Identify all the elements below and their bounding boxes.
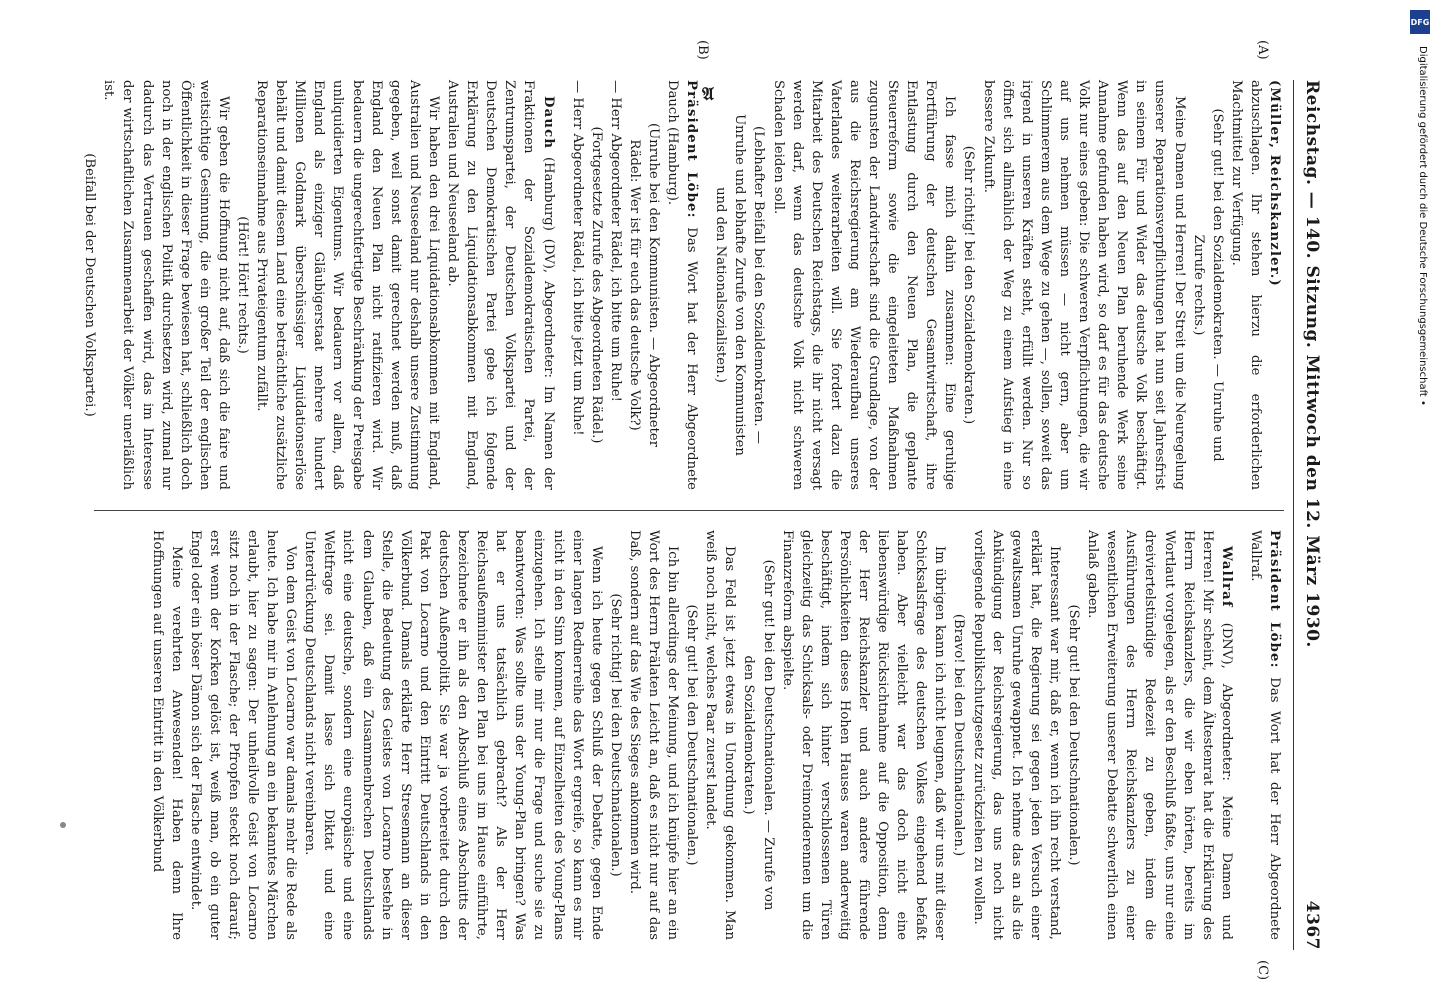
document-page — [82, 40, 1330, 981]
paragraph-text: (Sehr gut! bei den Deutschnationalen.) — [684, 604, 700, 866]
paragraph — [711, 80, 768, 490]
margin-letter-b: (B) — [695, 40, 710, 60]
paragraph — [1246, 530, 1284, 940]
paragraph — [778, 530, 950, 940]
paragraph — [1265, 80, 1284, 490]
page-header — [1290, 80, 1330, 950]
paragraph-text: Meine verehrten Anwesenden! Haben denn Ihre Hoffnungen auf unseren Eintritt in den Völkerbund — [149, 530, 184, 940]
paragraph — [568, 80, 587, 490]
paragraph — [949, 530, 968, 940]
paragraph — [959, 80, 978, 490]
paragraph-text: (Sehr gut! bei den Deutschnationalen.) — [1066, 604, 1082, 866]
paragraph-text: (Unruhe bei den Kommunisten. — Abgeordneter Rädel: Wer ist für euch das deutsche Volk?) — [626, 122, 661, 447]
paragraph-text: (DNV), Abgeordneter: Meine Damen und Herren! Mir scheint, dem Ältestenrat hat die Erklärung des Herrn Reichskanzlers, die wir eben hörten, bereits im Wortlaut vorgelegen, als er den Beschluß faßte, uns nur eine dreiviertelstündige Redezeit zu geben, indem die Ausführungen des Herrn Reichskanzlers zu einer wesentlichen Erweiterung unserer Debatte schwerlich einen Anlaß gaben. — [1085, 530, 1234, 940]
paragraph — [147, 530, 185, 940]
speaker-name: Dauch — [540, 96, 556, 150]
paragraph-text: Wenn ich heute gegen Schluß der Debatte, gegen Ende einer langen Rednerreihe das Wort ergreife, so kann es mir nicht in den Sinn kommen, auf Einzelheiten des Young-Plans einzugehen. Ich stelle mir nur die Frage und suche sie zu beantworten: Was sollte uns der Young-Plan bringen? Was hat er uns tatsächlich gebracht? Als der Herr Reichsaußenminister den Plan bei uns im Hause einführte, bezeichnete er ihn als den Abschluß eines Abschnitts der deutschen Außenpolitik. Sie war ja vorbereitet durch den Pakt von Locarno und den Eintritt Deutschlands in den Völkerbund. Damals erklärte Herr Stresemann an dieser Stelle, die Bedeutung des Geistes von Locarno bestehe in dem Glauben, daß ein Zusammenbrechen Deutschlands nicht eine deutsche, sondern eine europäische und eine Weltfrage sei. Damit lasse sich Diktat und eine Unterdrückung Deutschlands nicht vereinbaren. — [302, 530, 604, 940]
paragraph — [969, 530, 1064, 940]
left-column — [82, 80, 1284, 490]
speaker-name: Präsident Löbe: — [1267, 530, 1282, 669]
paragraph-text: Meine Damen und Herren! Der Streit um die Neuregelung unserer Reparationsverpflichtungen hat nun seit Jahresfrist in seinem Für und Wider das deutsche Volk beschäftigt. Wenn das auf den Neuen Plan beruhende Werk seine Annahme gefunden haben wird, so darf es für das deutsche Volk nur eines geben: Die schweren Verpflichtungen, die wir auf uns nehmen müssen — nicht gern, aber um Schlimmerem aus dem Wege zu gehen —, sollen, soweit das irgend in unseren Kräften steht, erfüllt werden. Nur so öffnet sich allmählich der Weg zu einem Aufstieg in eine bessere Zukunft. — [980, 80, 1187, 490]
paragraph-text: (Bravo! bei den Deutschnationalen.) — [951, 613, 967, 857]
paragraph-text: Das Wort hat der Herr Abgeordnete Dauch (Hamburg). — [665, 80, 700, 490]
paragraph-text: Ich fasse mich dahin zusammen: Eine geruhige Fortführung der deutschen Gesamtwirtschaft, ihre Entlastung durch den Neuen Plan, die geplante Steuerreform sowie die eingeleiteten Maßnahmen zugunsten der Landwirtschaft sind die Grundlage, von der aus die Reichsregierung am Wiederaufbau unseres Vaterlandes weiterarbeiten will. Sie fordert dazu die Mitarbeit des Deutschen Reichstags, die ihr nicht versagt werden darf, wenn das deutsche Volk nicht schweren Schaden leiden soll. — [770, 80, 958, 490]
paragraph — [186, 530, 301, 940]
page-number: 4367 — [1302, 900, 1322, 950]
paragraph — [979, 80, 1189, 490]
paragraph-text: (Fortgesetzte Zurufe des Abgeordneten Rädel.) — [588, 126, 604, 444]
paragraph — [99, 80, 233, 490]
paragraph-text: Ich bin allerdings der Meinung, und ich knüpfe hier an ein Wort des Herrn Prälaten Leicht an, daß es nicht nur auf das Daß, sondern auf das Wie des Sieges ankommen wird. — [626, 530, 681, 940]
library-stamp: 𝔄 — [702, 84, 714, 105]
paragraph — [606, 80, 625, 490]
paragraph — [663, 80, 701, 490]
paragraph-text: Das Wort hat der Herr Abgeordnete Wallraf. — [1247, 530, 1282, 940]
right-column — [94, 530, 1284, 940]
paragraph-text: Das Feld ist jetzt etwas in Unordnung gekommen. Man weiß noch nicht, welches Paar zuerst landet. — [703, 530, 738, 940]
paragraph — [1083, 530, 1236, 940]
paragraph — [1189, 80, 1227, 490]
paragraph — [606, 530, 625, 940]
speaker-name: Präsident Löbe: — [684, 80, 700, 219]
paragraph-text: (Hört! Hört! rechts.) — [235, 216, 251, 354]
paragraph — [587, 80, 606, 490]
margin-letter-a: (A) — [1255, 40, 1270, 60]
paragraph — [1064, 530, 1083, 940]
paragraph — [1227, 80, 1265, 490]
paragraph-text: (Hamburg) (DV), Abgeordneter: Im Namen der Fraktionen der Sozialdemokratischen Partei, der Zentrumspartei, der Deutschen Volkspartei und der Deutschen Demokratischen Partei gebe ich folgende Erklärung zu den Liquidationsabkommen mit England, Australien und Neuseeland ab. — [445, 80, 556, 490]
speaker-name: (Müller, Reichskanzler.) — [1267, 80, 1282, 287]
header-rule — [1293, 80, 1294, 950]
paragraph — [768, 80, 959, 490]
paragraph-text: (Lebhafter Beifall bei den Sozialdemokraten. — Unruhe und lebhafte Zurufe von den Kommunisten und den Nationalsozialisten.) — [713, 114, 767, 456]
paragraph-text: Von dem Geist von Locarno war damals mehr die Rede als heute. Ich habe mir in Anlehnung an ein bekanntes Märchen erlaubt, hier zu sagen: Der unheilvolle Geist von Locarno sitzt noch in der Flasche; der Pfropfen steckt noch darauf; erst wenn der Korken gelöst ist, weiß man, ob ein guter Engel oder ein böser Dämon sich der Flasche entwindet. — [187, 530, 299, 940]
paragraph — [625, 530, 682, 940]
paragraph-text: (Beifall bei der Deutschen Volkspartei.) — [82, 153, 98, 417]
speaker-name: Wallraf — [1218, 546, 1234, 608]
paragraph — [682, 530, 701, 940]
paragraph-text: abzuschlagen. Ihr stehen hierzu die erforderlichen Machtmittel zur Verfügung. — [1228, 80, 1263, 490]
paragraph — [233, 80, 252, 490]
paragraph-text: (Sehr gut! bei den Deutschnationalen. — Zurufe von den Sozialdemokraten.) — [741, 559, 776, 911]
paragraph — [701, 530, 739, 940]
paragraph-text: — Herr Abgeordneter Rädel, ich bitte um Ruhe! — [607, 80, 623, 402]
dfg-sidebar — [1408, 10, 1432, 990]
header-title: Reichstag. — 140. Sitzung. Mittwoch den 12. März 1930. — [1302, 80, 1322, 648]
paragraph — [739, 530, 777, 940]
paragraph-text: — Herr Abgeordneter Rädel, ich bitte jetzt um Ruhe! — [569, 80, 585, 436]
paragraph-text: (Sehr richtig! bei den Deutschnationalen.) — [607, 593, 623, 877]
dfg-funding-note: Digitalisierung gefördert durch die Deutsche Forschungsgemeinschaft • — [1417, 46, 1428, 406]
column-divider — [94, 510, 1284, 511]
paragraph — [625, 80, 663, 490]
paragraph — [443, 80, 558, 490]
paragraph-text: Interessant war mir, daß er, wenn ich ihn recht verstand, erklärt hat, die Regierung sei gegen jeden Versuch einer gewaltsamen Unruhe gewappnet. Ich nehme das an als die Ankündigung der Reichsregierung, das uns noch nicht vorliegende Republikschutzgesetz zurückziehen zu wollen. — [970, 530, 1062, 940]
paragraph — [300, 530, 606, 940]
paragraph-text: Wir haben den drei Liquidationsabkommen mit England, Australien und Neuseeland nur deshalb unsere Zustimmung gegeben, weil sonst damit gerechnet werden muß, daß England den Neuen Plan nicht ratifizieren wird. Wir bedauern die ungerechtfertigte Beschränkung der Preisgabe unliquidierten Eigentums. Wir bedauern vor allem, daß England als einziger Gläubigerstaat mehrere hundert Millionen Goldmark überschüssiger Liquidationserlöse behält und damit diesem Land eine beträchtliche zusätzliche Reparationseinnahme aus Privateigentum zufällt. — [254, 80, 441, 490]
dfg-logo: DFG — [1410, 10, 1430, 34]
paragraph — [252, 80, 443, 490]
paragraph-text: Im übrigen kann ich nicht leugnen, daß wir uns mit dieser Schicksalsfrage des deutschen Volkes eingehend befaßt haben. Aber vielleicht war das doch nicht eine liebenswürdige Rücksichtnahme auf die Opposition, denn der Herr Reichskanzler und auch andere führende Persönlichkeiten dieses Hohen Hauses waren anderweitig beschäftigt, indem sich hinter verschlossenen Türen gleichzeitig das Schicksals- oder Dreimonderennen um die Finanzreform abspielte. — [779, 530, 948, 940]
paragraph-text: Wir geben die Hoffnung nicht auf, daß sich die faire und weitsichtige Gesinnung, die ein großer Teil der englischen Öffentlichkeit in dieser Frage bewiesen hat, schließlich doch noch in der englischen Politik durchsetzen wird, zumal nur dadurch das Vertrauen geschaffen wird, das im Interesse der wirtschaftlichen Zusammenarbeit der Völker unerläßlich ist. — [101, 80, 231, 490]
paragraph-text: (Sehr gut! bei den Sozialdemokraten. — Unruhe und Zurufe rechts.) — [1190, 108, 1225, 462]
margin-letter-c: (C) — [1255, 960, 1270, 981]
paragraph-text: (Sehr richtig! bei den Sozialdemokraten.) — [961, 145, 977, 425]
paragraph — [80, 80, 99, 490]
scan-dot — [60, 822, 66, 828]
